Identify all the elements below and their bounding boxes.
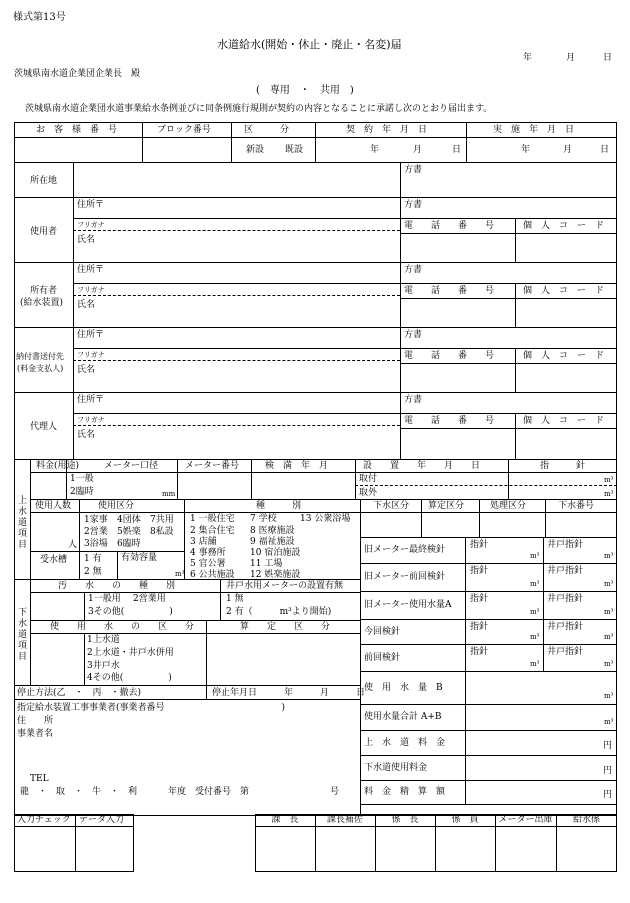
install-date-header: 設 置 年 月 日 — [363, 461, 481, 471]
kind-header: 種 別 — [256, 501, 302, 511]
exec-month-label: 月 — [563, 145, 573, 155]
kind-option[interactable]: 13 公衆浴場 — [300, 514, 351, 524]
right-row-label: 旧メーター最終検針 — [364, 545, 446, 555]
kind-option[interactable]: 9 福祉施設 — [250, 537, 295, 547]
capacity-label: 有効容量 — [121, 553, 158, 563]
yen-unit: 円 — [603, 766, 613, 776]
m3-unit: m³ — [530, 660, 540, 668]
billing-phone-header: 電 話 番 号 — [404, 351, 495, 361]
location-katagaki-label: 方書 — [404, 165, 423, 175]
process-cat-header: 処理区分 — [490, 501, 527, 511]
kind-option[interactable]: 12 娯楽施設 — [250, 570, 301, 580]
customer-number-header: お 客 様 番 号 — [36, 125, 118, 135]
use-option[interactable]: 7共用 — [150, 515, 174, 525]
tank-label: 受水槽 — [40, 555, 68, 565]
use-option[interactable]: 4団体 — [117, 515, 141, 525]
billing-name-label: 氏名 — [77, 365, 96, 375]
use-option[interactable]: 8私設 — [150, 527, 174, 537]
inspect-date-header: 検 満 年 月 — [265, 461, 329, 471]
date-year-label: 年 — [523, 53, 533, 63]
well-reading-label: 井戸指針 — [547, 594, 584, 604]
owner-personal-code-header: 個 人 コ ー ド — [523, 286, 605, 296]
owner-label: 所有者 — [30, 286, 58, 296]
date-month-label: 月 — [566, 53, 576, 63]
owner-furigana-label: フリガナ — [77, 286, 105, 294]
use-option[interactable]: 2営業 — [84, 527, 108, 537]
billing-address-label: 住所〒 — [77, 330, 105, 340]
well-reading-label: 井戸指針 — [547, 566, 584, 576]
contract-month-label: 月 — [413, 145, 423, 155]
right-row-label: 今回検針 — [364, 626, 401, 637]
billing-personal-code-header: 個 人 コ ー ド — [523, 351, 605, 361]
area-codes[interactable]: 龍 ・ 取 ・ 牛 ・ 利 — [20, 787, 138, 797]
owner-sub-label: (給水装置) — [20, 298, 64, 308]
well-reading-label: 井戸指針 — [547, 622, 584, 632]
right-row-label: 使 用 水 量 B — [364, 682, 443, 693]
kind-option[interactable]: 3 店舗 — [190, 537, 217, 547]
m3-unit: m³ — [530, 552, 540, 560]
designated-contractor: 指定給水装置工事事業者(事業者番号 ) — [17, 703, 286, 713]
billing-label: 納付書送付先 — [16, 352, 64, 361]
contractor-tel-label: TEL — [30, 774, 49, 784]
tank-yes-option[interactable]: 1 有 — [84, 554, 102, 564]
sewage-other-option[interactable]: 3その他( ) — [88, 607, 173, 617]
agent-katagaki-label: 方書 — [404, 395, 423, 405]
mm-unit: mm — [162, 490, 176, 498]
user-furigana-label: フリガナ — [77, 221, 105, 229]
sewer-number-header: 下水番号 — [558, 501, 595, 511]
calc-category-header: 算 定 区 分 — [240, 622, 331, 632]
kind-option[interactable]: 2 集合住宅 — [190, 526, 235, 536]
reading-label: 指針 — [470, 622, 489, 632]
meter-bore-header: メーター口径 — [104, 461, 159, 471]
well-reading-label: 井戸指針 — [547, 647, 584, 657]
right-row-label: 旧メーター前回検針 — [364, 572, 446, 582]
use-option[interactable]: 6臨時 — [117, 539, 141, 549]
reading-label: 指針 — [470, 594, 489, 604]
contract-day-label: 日 — [452, 145, 462, 155]
m3-unit: m³ — [530, 580, 540, 588]
use-option[interactable]: 5娯楽 — [117, 527, 141, 537]
use-category-header: 使用区分 — [98, 501, 135, 511]
billing-sub-label: (料金支払人) — [17, 364, 64, 373]
reading-label: 指針 — [470, 647, 489, 657]
attach-label: 取付 — [359, 474, 378, 484]
m3-unit: m³ — [530, 608, 540, 616]
detach-label: 取外 — [359, 488, 378, 498]
m3-unit: m³ — [530, 633, 540, 641]
m3-unit: m³ — [604, 633, 614, 641]
stop-method[interactable]: 停止方法(乙 ・ 丙 ・撤去) — [17, 688, 142, 698]
addressee: 茨城県南水道企業団企業長 殿 — [14, 69, 141, 79]
sewage-general-option[interactable]: 1一般用 — [88, 594, 121, 604]
m3-unit: m³ — [604, 552, 614, 560]
m3-unit: m³ — [604, 718, 614, 726]
meter-number-header: メーター番号 — [185, 461, 240, 471]
tank-no-option[interactable]: 2 無 — [84, 567, 102, 577]
persons-unit: 人 — [68, 540, 78, 550]
billing-address-field[interactable] — [112, 327, 400, 347]
sewage-kind-header: 汚 水 の 種 別 — [58, 581, 176, 591]
form-number: 様式第13号 — [13, 12, 66, 23]
approver-label: 課長補佐 — [326, 815, 363, 825]
user-name-label: 氏名 — [77, 235, 96, 245]
exec-year-label: 年 — [521, 145, 531, 155]
reading-label: 指針 — [470, 566, 489, 576]
use-option[interactable]: 1家事 — [84, 515, 108, 525]
yen-unit: 円 — [603, 790, 613, 800]
yen-unit: 円 — [603, 741, 613, 751]
m3-unit: m³ — [604, 608, 614, 616]
well-reading-label: 井戸指針 — [547, 540, 584, 550]
right-row-label: 前回検針 — [364, 652, 401, 663]
data-input-label: データ入力 — [79, 815, 125, 825]
category-header: 区 分 — [244, 125, 290, 135]
approver-label: 給水係 — [572, 815, 600, 825]
reading-label: 指針 — [470, 540, 489, 550]
location-label: 所在地 — [30, 176, 58, 186]
m3-unit: m³ — [175, 570, 185, 578]
number-suffix: 号 — [330, 787, 340, 797]
water-option-1[interactable]: 1上水道 — [87, 635, 120, 645]
user-label: 使用者 — [30, 227, 58, 237]
well-none-option[interactable]: 1 無 — [226, 594, 244, 604]
existing-option[interactable]: 既設 — [285, 145, 304, 155]
kind-option[interactable]: 7 学校 — [250, 514, 277, 524]
owner-phone-header: 電 話 番 号 — [404, 286, 495, 296]
sewage-business-option[interactable]: 2営業用 — [133, 594, 166, 604]
agent-furigana-label: フリガナ — [77, 416, 105, 424]
agent-label: 代理人 — [30, 422, 58, 432]
new-option[interactable]: 新設 — [246, 145, 265, 155]
kind-option[interactable]: 5 官公署 — [190, 559, 226, 569]
owner-katagaki-label: 方書 — [404, 265, 423, 275]
water-option-3[interactable]: 3井戸水 — [87, 661, 120, 671]
right-row-label: 使用水量合計 A+B — [364, 712, 442, 722]
well-meter-header: 井戸水用メーターの設置有無 — [226, 581, 344, 591]
sewer-cat-header: 下水区分 — [373, 501, 410, 511]
agent-personal-code-header: 個 人 コ ー ド — [523, 416, 605, 426]
right-row-label: 上 水 道 料 金 — [364, 737, 446, 748]
use-option[interactable]: 3浴場 — [84, 539, 108, 549]
m3-unit: m³ — [604, 490, 614, 498]
calc-cat-header: 算定区分 — [428, 501, 465, 511]
right-row-label: 料 金 精 算 額 — [364, 787, 446, 797]
user-katagaki-label: 方書 — [404, 200, 423, 210]
owner-address-field[interactable] — [112, 262, 400, 282]
well-yes-option[interactable]: 2 有（ m³より開始) — [226, 607, 332, 617]
approver-label: メーター出庫 — [498, 815, 553, 825]
kind-option[interactable]: 10 宿泊施設 — [250, 548, 301, 558]
approver-label: 係 員 — [451, 815, 479, 825]
user-address-field[interactable] — [112, 197, 400, 217]
agent-name-label: 氏名 — [77, 430, 96, 440]
agent-phone-header: 電 話 番 号 — [404, 416, 495, 426]
exec-date-header: 実 施 年 月 日 — [493, 125, 575, 135]
input-check-label: 入力チェック — [17, 815, 71, 825]
billing-furigana-label: フリガナ — [77, 351, 105, 359]
reading-header: 指 針 — [540, 461, 586, 471]
date-day-label: 日 — [603, 53, 613, 63]
water-section-label: 上 水 道 項 目 — [18, 496, 28, 550]
fee-general-option[interactable]: 1一般 — [70, 474, 94, 484]
user-phone-header: 電 話 番 号 — [404, 221, 495, 231]
users-count-header: 使用人数 — [35, 501, 72, 511]
kind-option[interactable]: 11 工場 — [250, 559, 283, 569]
water-use-category-header: 使 用 水 の 区 分 — [50, 622, 195, 632]
owner-address-label: 住所〒 — [77, 265, 105, 275]
owner-name-label: 氏名 — [77, 300, 96, 310]
contractor-address-label: 住 所 — [17, 716, 54, 726]
m3-unit: m³ — [604, 660, 614, 668]
approver-label: 係 長 — [391, 815, 419, 825]
kind-option[interactable]: 6 公共施設 — [190, 570, 235, 580]
agent-address-field[interactable] — [112, 392, 400, 412]
water-option-2[interactable]: 2上水道・井戸水併用 — [87, 648, 174, 658]
sewer-section-label: 下 水 道 項 目 — [18, 608, 28, 662]
use-type-choice[interactable]: ( 専用 ・ 共用 ) — [256, 85, 354, 96]
contract-date-header: 契 約 年 月 日 — [346, 125, 428, 135]
billing-katagaki-label: 方書 — [404, 330, 423, 340]
kind-option[interactable]: 4 事務所 — [190, 548, 226, 558]
fee-temp-option[interactable]: 2臨時 — [70, 487, 94, 497]
fiscal-receipt-label: 年度 受付番号 第 — [168, 787, 250, 797]
location-field[interactable] — [73, 162, 401, 198]
right-row-label: 旧メーター使用水量A — [364, 600, 452, 610]
right-row-label: 下水道使用料金 — [364, 762, 428, 773]
m3-unit: m³ — [604, 692, 614, 700]
approver-label: 課 長 — [271, 815, 299, 825]
user-personal-code-header: 個 人 コ ー ド — [523, 221, 605, 231]
m3-unit: m³ — [604, 476, 614, 484]
kind-option[interactable]: 1 一般住宅 — [190, 514, 235, 524]
m3-unit: m³ — [604, 580, 614, 588]
fee-use-header: 料金(用途) — [36, 461, 80, 471]
kind-option[interactable]: 8 医療施設 — [250, 526, 295, 536]
block-number-header: ブロック番号 — [157, 125, 211, 135]
exec-day-label: 日 — [600, 145, 610, 155]
user-address-label: 住所〒 — [77, 200, 105, 210]
contractor-company-label: 事業者名 — [17, 729, 54, 739]
stop-date[interactable]: 停止年月日 年 月 日 — [212, 688, 366, 698]
contract-year-label: 年 — [370, 145, 380, 155]
consent-statement: 茨城県南水道企業団水道事業給水条例並びに同条例施行規則が契約の内容となることに承諾し次のとおり届出ます。 — [25, 104, 493, 114]
water-option-4[interactable]: 4その他( ) — [87, 673, 172, 683]
form-title: 水道給水(開始・休止・廃止・名変)届 — [217, 38, 402, 51]
agent-address-label: 住所〒 — [77, 395, 105, 405]
